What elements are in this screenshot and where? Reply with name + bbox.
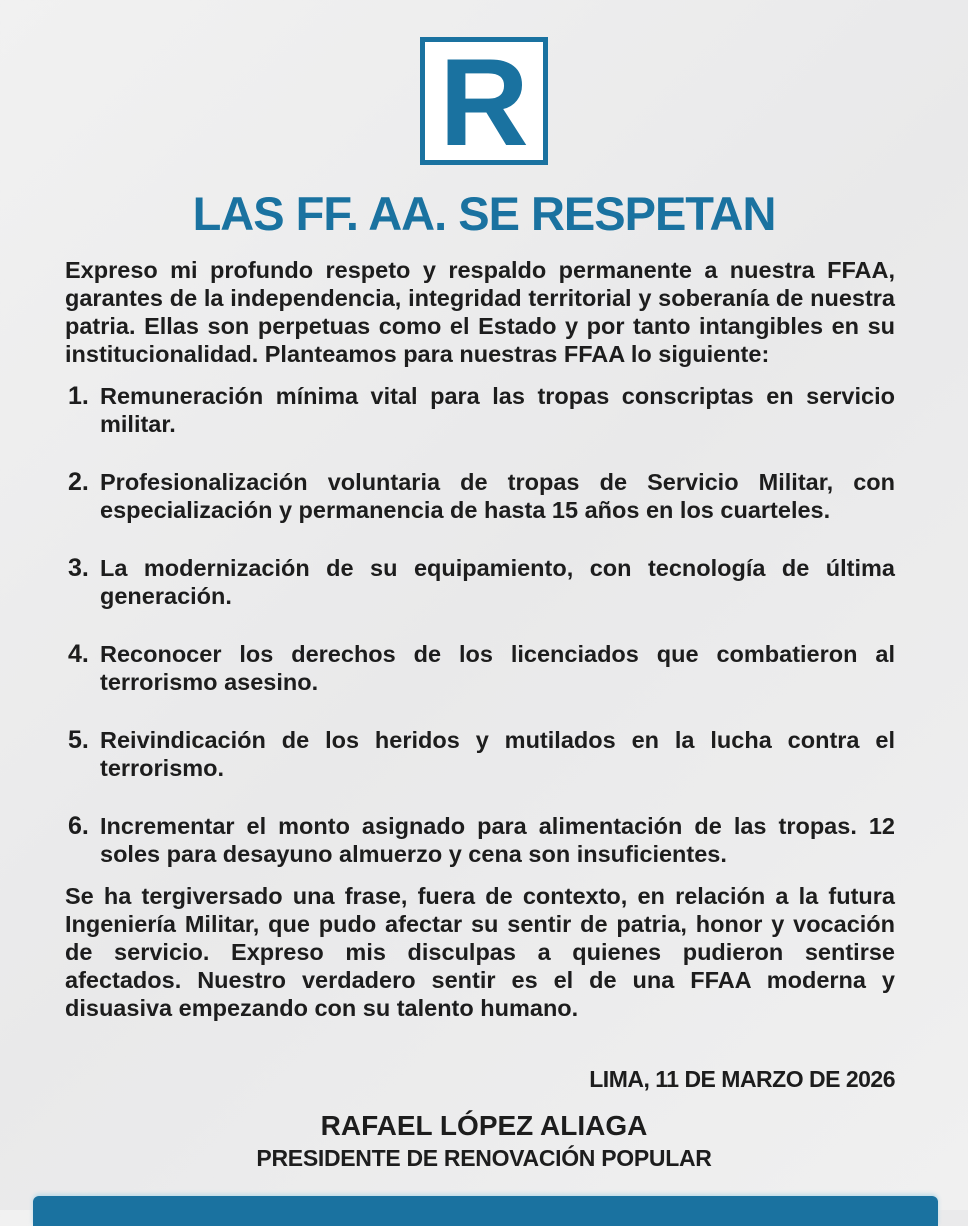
statement-body xyxy=(65,256,895,1022)
party-logo xyxy=(420,34,548,172)
demands-list xyxy=(65,382,895,868)
intro-paragraph: Expreso mi profundo respeto y respaldo permanente a nuestra FFAA, garantes de la independencia, integridad territorial y soberanía de nuestra patria. Ellas son perpetuas como el Estado y por tanto intangibles en su institucionalidad. Planteamos para nuestras FFAA lo siguiente: xyxy=(65,257,895,367)
list-item xyxy=(65,726,895,782)
item-number: 1. xyxy=(68,382,89,410)
item-number: 4. xyxy=(68,640,89,668)
list-item xyxy=(65,640,895,696)
item-text: Profesionalización voluntaria de tropas de Servicio Militar, con especialización y permanencia de hasta 15 años en los cuarteles. xyxy=(100,469,895,523)
list-item xyxy=(65,554,895,610)
footer-bar xyxy=(33,1196,938,1226)
item-text: Reivindicación de los heridos y mutilados en la lucha contra el terrorismo. xyxy=(100,727,895,781)
list-item xyxy=(65,382,895,438)
item-text: La modernización de su equipamiento, con tecnología de última generación. xyxy=(100,555,895,609)
signature-role: PRESIDENTE DE RENOVACIÓN POPULAR xyxy=(256,1145,712,1171)
list-item xyxy=(65,812,895,868)
item-text: Remuneración mínima vital para las tropas conscriptas en servicio militar. xyxy=(100,383,895,437)
page-title: LAS FF. AA. SE RESPETAN xyxy=(192,187,776,240)
logo-letter: R xyxy=(439,34,529,172)
item-number: 3. xyxy=(68,554,89,582)
signature-name: RAFAEL LÓPEZ ALIAGA xyxy=(320,1110,648,1141)
list-item xyxy=(65,468,895,524)
item-number: 5. xyxy=(68,726,89,754)
item-number: 2. xyxy=(68,468,89,496)
closing-paragraph: Se ha tergiversado una frase, fuera de contexto, en relación a la futura Ingeniería Militar, que pudo afectar su sentir de patria, honor y vocación de servicio. Expreso mis disculpas a quienes pudieron sentirse afectados. Nuestro verdadero sentir es el de una FFAA moderna y disuasiva empezando con su talento humano. xyxy=(65,883,895,1021)
item-text: Incrementar el monto asignado para alimentación de las tropas. 12 soles para desayuno almuerzo y cena son insuficientes. xyxy=(100,813,895,867)
item-text: Reconocer los derechos de los licenciados que combatieron al terrorismo asesino. xyxy=(100,641,895,695)
item-number: 6. xyxy=(68,812,89,840)
date-line: LIMA, 11 DE MARZO DE 2026 xyxy=(589,1066,895,1092)
